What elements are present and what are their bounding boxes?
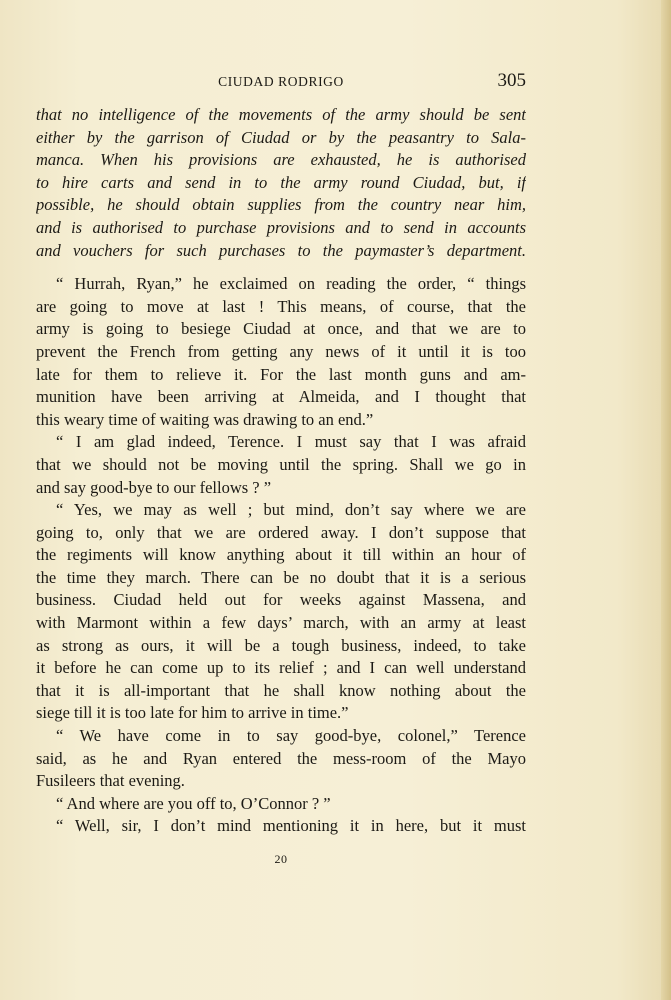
text-line: Fusileers that evening. [36,771,185,791]
order-line: possible, he should obtain supplies from the country near him, [36,195,526,215]
text-line: business. Ciudad held out for weeks against Massena, and [36,590,526,610]
page-number: 305 [497,70,526,91]
page-header [36,70,526,96]
text-line: “ Hurrah, Ryan,” he exclaimed on reading the order, “ things [56,274,526,294]
text-line: “ Yes, we may as well ; but mind, don’t say where we are [56,500,526,520]
text-line: as strong as ours, it will be a tough business, indeed, to take [36,635,526,655]
text-line: going to, only that we are ordered away. I don’t suppose that [36,522,526,542]
text-line: prevent the French from getting any news of it until it is too [36,341,526,361]
order-line: either by the garrison of Ciudad or by the peasantry to Sala- [36,127,526,147]
body-passage [36,273,526,838]
text-line: that we should not be moving until the spring. Shall we go in [36,454,526,474]
text-line: the time they march. There can be no doubt that it is a serious [36,567,526,587]
text-line: that it is all-important that he shall know nothing about the [36,680,526,700]
text-line: this weary time of waiting was drawing to an end.” [36,409,374,429]
page-text [36,104,526,838]
text-line: it before he can come up to its relief ; and I can well understand [36,658,526,678]
text-line: army is going to besiege Ciudad at once, and that we are to [36,319,526,339]
order-line: and is authorised to purchase provisions and to send in accounts [36,217,526,237]
text-line: “ Well, sir, I don’t mind mentioning it in here, but it must [56,816,526,836]
text-line: with Marmont within a few days’ march, with an army at least [36,613,526,633]
text-line: are going to move at last ! This means, of course, that the [36,296,526,316]
order-line: and vouchers for such purchases to the paymaster’s department. [36,240,526,260]
order-line: manca. When his provisions are exhausted, he is authorised [36,150,526,170]
order-line: that no intelligence of the movements of the army should be sent [36,105,526,124]
text-line: and say good-bye to our fellows ? ” [36,477,272,497]
section-gap [36,262,526,273]
text-line: said, as he and Ryan entered the mess-room of the Mayo [36,748,526,768]
running-title: CIUDAD RODRIGO [218,74,344,89]
text-line: munition have been arriving at Almeida, and I thought that [36,387,526,407]
text-line: “ We have come in to say good-bye, colonel,” Terence [56,726,526,746]
text-line: the regiments will know anything about it till within an hour of [36,545,526,565]
order-line: to hire carts and send in to the army round Ciudad, but, if [36,172,526,192]
text-line: “ I am glad indeed, Terence. I must say that I was afraid [56,432,526,452]
signature-mark: 20 [274,852,288,866]
page-edge [661,0,671,1000]
text-line: “ And where are you off to, O’Connor ? ” [56,793,331,813]
order-passage [36,104,526,262]
text-line: late for them to relieve it. For the last month guns and am- [36,364,526,384]
text-line: siege till it is too late for him to arrive in time.” [36,703,349,723]
